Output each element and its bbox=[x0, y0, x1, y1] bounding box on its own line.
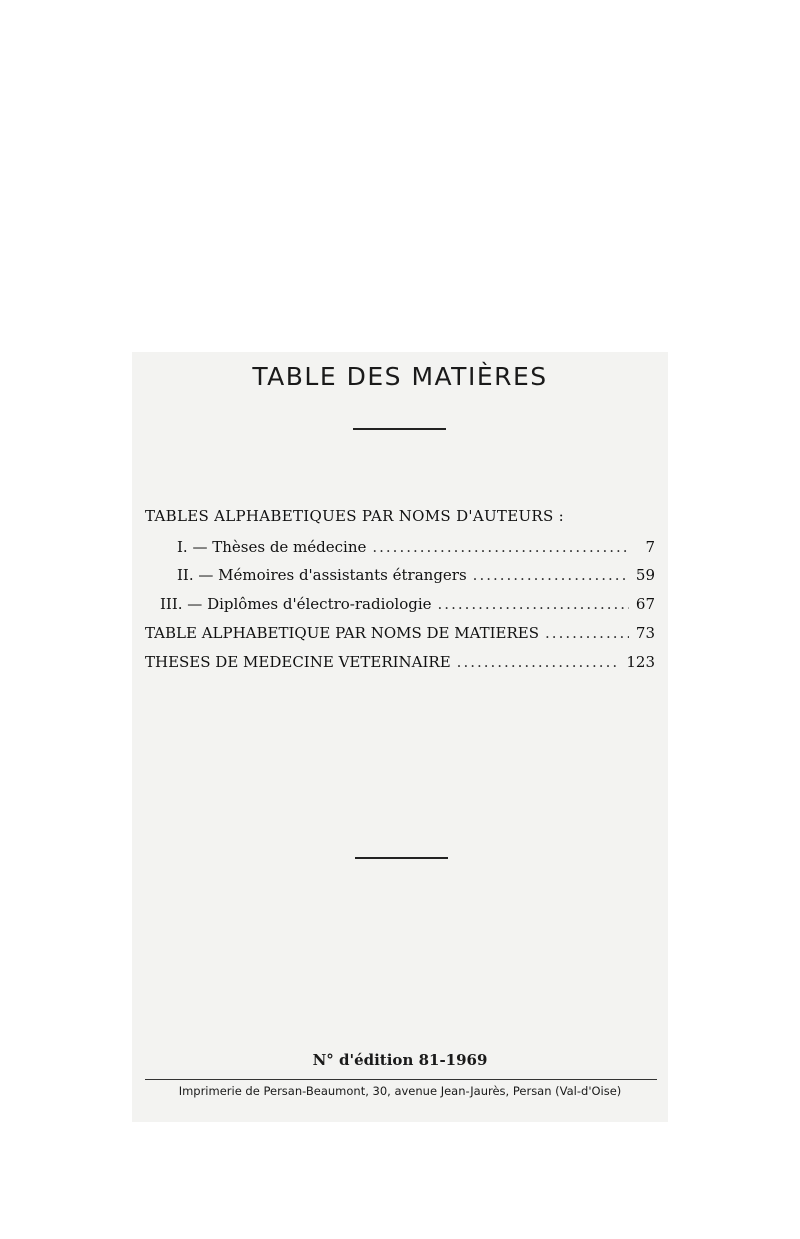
toc-entry-label: TABLE ALPHABETIQUE PAR NOMS DE MATIERES bbox=[145, 624, 540, 642]
toc-entry-page: 123 bbox=[626, 653, 655, 671]
toc-entry-label: III. — Diplômes d'électro-radiologie bbox=[160, 595, 432, 613]
dot-leader bbox=[545, 624, 629, 642]
dot-leader bbox=[438, 595, 629, 613]
toc-entry-label: II. — Mémoires d'assistants étrangers bbox=[177, 566, 467, 584]
edition-number: N° d'édition 81-1969 bbox=[312, 1051, 488, 1069]
toc-entry-page: 7 bbox=[645, 538, 655, 556]
toc-entry bbox=[177, 538, 655, 556]
toc-entry-label: THESES DE MEDECINE VETERINAIRE bbox=[145, 653, 451, 671]
toc-entry bbox=[177, 566, 655, 584]
toc-entry-page: 73 bbox=[635, 624, 655, 642]
toc-entry bbox=[145, 653, 655, 671]
dot-leader bbox=[457, 653, 621, 671]
page-title: TABLE DES MATIÈRES bbox=[252, 362, 548, 391]
printer-imprint: Imprimerie de Persan-Beaumont, 30, avenue Jean-Jaurès, Persan (Val-d'Oise) bbox=[178, 1084, 622, 1098]
dot-leader bbox=[372, 538, 629, 556]
toc-section-heading: TABLES ALPHABETIQUES PAR NOMS D'AUTEURS : bbox=[145, 507, 564, 525]
toc-entry-page: 59 bbox=[635, 566, 655, 584]
toc-entry bbox=[145, 624, 655, 642]
scanned-page-area bbox=[132, 352, 668, 1122]
section-divider bbox=[355, 857, 448, 859]
printer-divider bbox=[145, 1079, 657, 1080]
toc-entry bbox=[160, 595, 655, 613]
toc-entry-label: I. — Thèses de médecine bbox=[177, 538, 367, 556]
toc-entry-page: 67 bbox=[635, 595, 655, 613]
title-divider bbox=[353, 428, 446, 430]
dot-leader bbox=[473, 566, 629, 584]
